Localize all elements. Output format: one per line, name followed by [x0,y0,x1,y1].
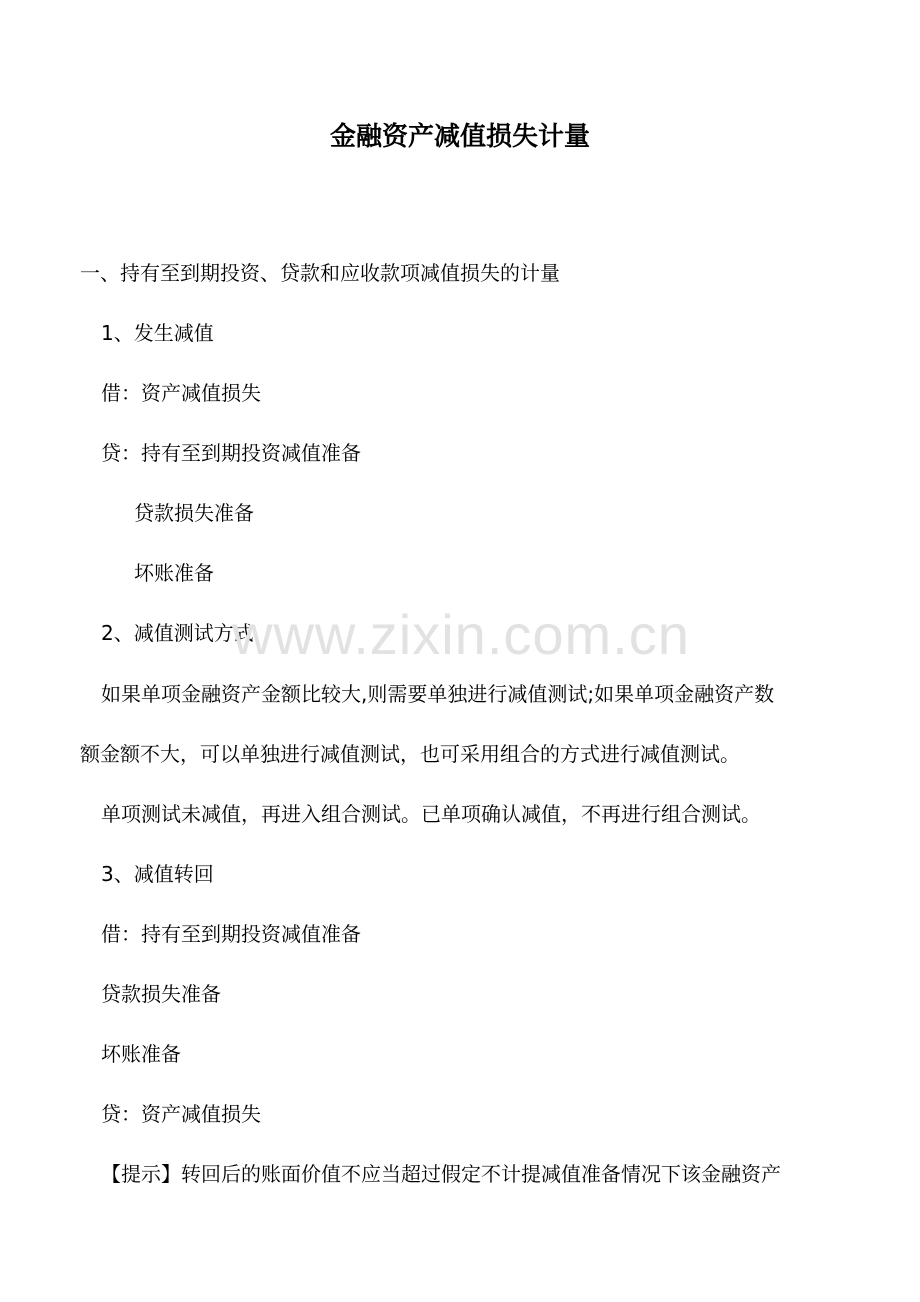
subsection-heading-reversal: 3、减值转回 [101,862,214,886]
journal-debit-line: 借：资产减值损失 [101,381,261,405]
journal-credit-line: 贷：资产减值损失 [101,1102,261,1126]
journal-credit-line: 贷：持有至到期投资减值准备 [101,441,361,465]
journal-credit-line-2: 贷款损失准备 [134,501,254,525]
journal-credit-line-3: 坏账准备 [134,561,214,585]
journal-debit-line-3: 坏账准备 [101,1042,181,1066]
section-heading-1: 一、持有至到期投资、贷款和应收款项减值损失的计量 [80,261,560,285]
journal-debit-line: 借：持有至到期投资减值准备 [101,922,361,946]
paragraph-line: 额金额不大，可以单独进行减值测试，也可采用组合的方式进行减值测试。 [80,742,740,766]
site-watermark: www.zixin.com.cn [232,603,690,666]
subsection-heading-impairment: 1、发生减值 [101,321,214,345]
tip-paragraph-line: 【提示】转回后的账面价值不应当超过假定不计提减值准备情况下该金融资产 [101,1162,781,1186]
journal-debit-line-2: 贷款损失准备 [101,982,221,1006]
document-title: 金融资产减值损失计量 [329,122,590,152]
subsection-heading-testing: 2、减值测试方式 [101,621,254,645]
paragraph-line: 单项测试未减值，再进入组合测试。已单项确认减值，不再进行组合测试。 [101,802,761,826]
paragraph-line: 如果单项金融资产金额比较大,则需要单独进行减值测试;如果单项金融资产数 [101,682,775,706]
